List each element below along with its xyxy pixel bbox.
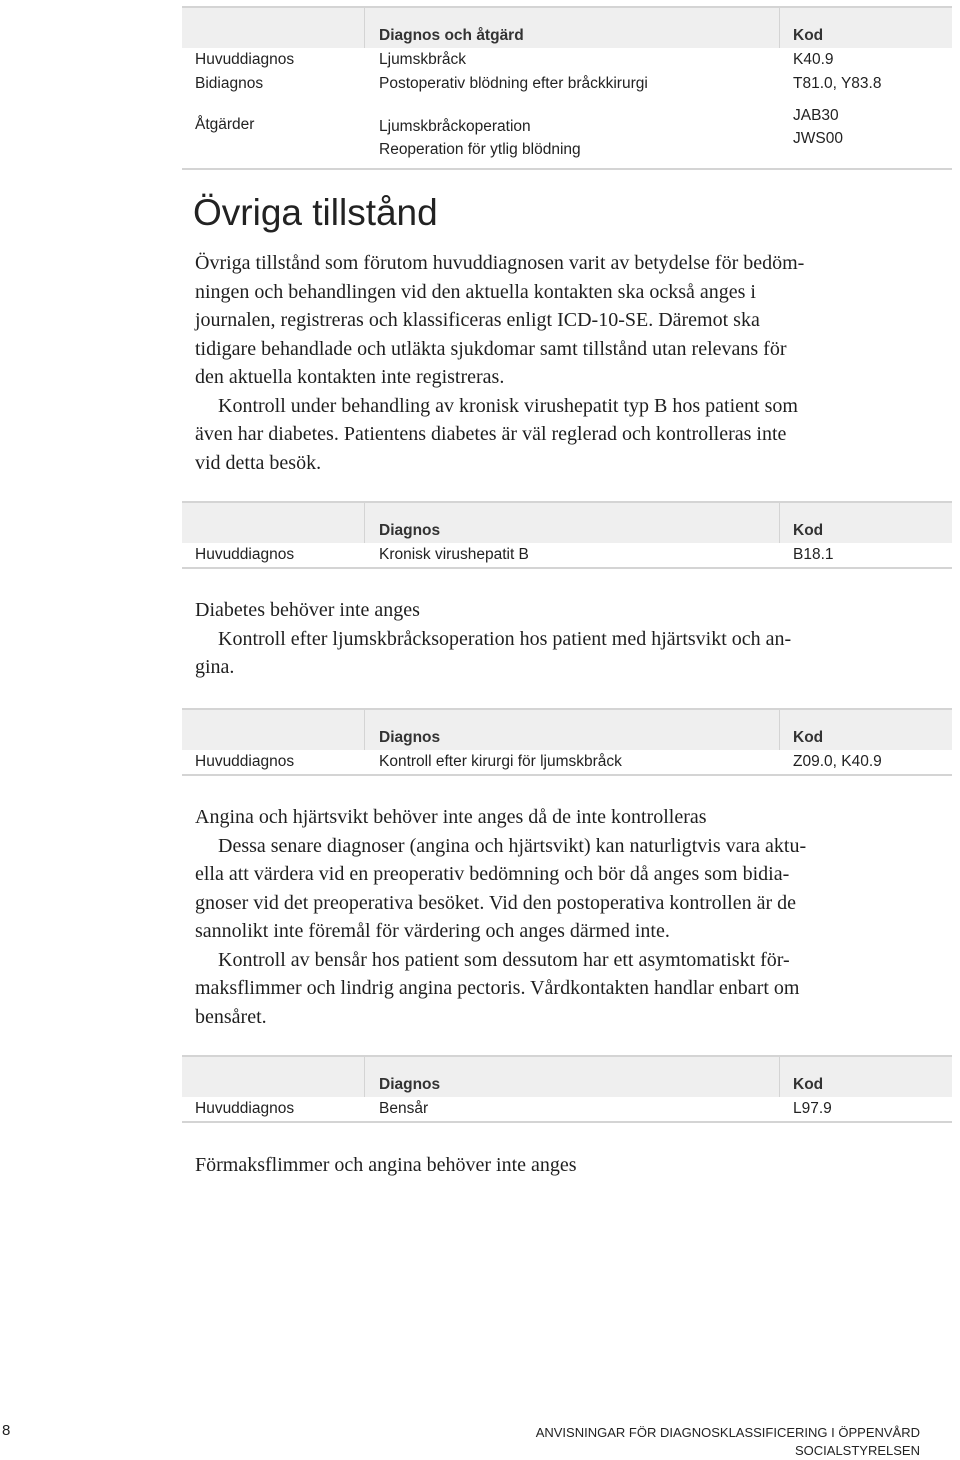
row-label: Huvuddiagnos	[195, 546, 295, 563]
text-line: tidigare behandlade och utläkta sjukdomar samt tillstånd utan relevans för	[195, 337, 787, 360]
table-row	[182, 48, 952, 72]
column-header-diagnosis-action: Diagnos och åtgärd	[379, 27, 524, 44]
text-line: journalen, registreras och klassificeras enligt ICD-10-SE. Däremot ska	[195, 309, 760, 331]
table-header	[182, 1055, 952, 1097]
row-code: T81.0, Y83.8	[793, 75, 882, 92]
text-line: Övriga tillstånd som förutom huvuddiagnosen varit av betydelse för bedöm-	[195, 252, 805, 274]
row-code: B18.1	[793, 546, 834, 563]
note-paragraph-3	[195, 1151, 915, 1180]
text-line: sannolikt inte föremål för värdering och anges därmed inte.	[195, 920, 670, 942]
text-line: ella att värdera vid en preoperativ bedömning och bör då anges som bidia-	[195, 863, 790, 885]
row-text: Kronisk virushepatit B	[379, 546, 529, 563]
table-row	[182, 543, 952, 567]
table-header	[182, 708, 952, 750]
column-header-code: Kod	[793, 522, 824, 539]
row-label: Åtgärder	[195, 116, 255, 133]
table-row	[182, 96, 952, 168]
intro-paragraph	[195, 249, 915, 477]
row-text: Ljumskbråckoperation	[379, 118, 531, 135]
column-header-diagnosis: Diagnos	[379, 1076, 441, 1093]
text-line: Kontroll under behandling av kronisk virushepatit typ B hos patient som	[218, 394, 798, 417]
row-code: Z09.0, K40.9	[793, 753, 882, 770]
row-label: Huvuddiagnos	[195, 51, 295, 68]
text-line: gnoser vid det preoperativa besöket. Vid den postoperativa kontrollen är de	[195, 891, 797, 914]
column-divider	[779, 503, 780, 543]
text-line: den aktuella kontakten inte registreras.	[195, 366, 505, 388]
row-code: JWS00	[793, 130, 843, 147]
note-line: Förmaksflimmer och angina behöver inte anges	[195, 1154, 577, 1176]
table-bottom-rule	[182, 774, 952, 776]
row-label: Bidiagnos	[195, 75, 264, 92]
text-line: maksflimmer och lindrig angina pectoris. Vårdkontakten handlar enbart om	[195, 977, 800, 999]
table-bottom-rule	[182, 567, 952, 569]
column-divider	[364, 1057, 365, 1097]
note-line: Angina och hjärtsvikt behöver inte anges då de inte kontrolleras	[195, 806, 707, 828]
row-text: Ljumskbråck	[379, 51, 466, 68]
column-divider	[779, 710, 780, 750]
row-code: K40.9	[793, 51, 834, 68]
column-divider	[779, 1057, 780, 1097]
text-line: bensåret.	[195, 1005, 267, 1028]
row-text: Kontroll efter kirurgi för ljumskbråck	[379, 753, 622, 770]
row-text: Reoperation för ytlig blödning	[379, 141, 581, 158]
column-divider	[779, 8, 780, 48]
text-line: ningen och behandlingen vid den aktuella kontakten ska också anges i	[195, 280, 756, 303]
table-header	[182, 6, 952, 48]
table-row	[182, 1097, 952, 1121]
table-bottom-rule	[182, 168, 952, 170]
row-code: L97.9	[793, 1100, 832, 1117]
footer-doc-title: ANVISNINGAR FÖR DIAGNOSKLASSIFICERING I ÖPPENVÅRD	[535, 1425, 920, 1440]
section-title: Övriga tillstånd	[193, 192, 438, 233]
text-line: Dessa senare diagnoser (angina och hjärtsvikt) kan naturligtvis vara aktu-	[218, 834, 807, 857]
row-code: JAB30	[793, 107, 839, 124]
text-line: gina.	[195, 656, 235, 678]
column-header-code: Kod	[793, 27, 824, 44]
column-header-code: Kod	[793, 729, 824, 746]
text-line: Kontroll efter ljumskbråcksoperation hos patient med hjärtsvikt och an-	[218, 627, 792, 650]
table-header	[182, 501, 952, 543]
column-divider	[364, 8, 365, 48]
diagnosis-table-1	[182, 6, 952, 170]
text-line: Kontroll av bensår hos patient som dessutom har ett asymtomatiskt för-	[218, 948, 790, 971]
table-row	[182, 750, 952, 774]
page-number: 8	[2, 1422, 11, 1439]
column-divider	[364, 710, 365, 750]
table-bottom-rule	[182, 1121, 952, 1123]
table-row	[182, 72, 952, 96]
diagnosis-table-2	[182, 501, 952, 569]
text-line: vid detta besök.	[195, 451, 322, 474]
text-line: även har diabetes. Patientens diabetes är väl reglerad och kontrolleras inte	[195, 423, 787, 445]
note-paragraph-1	[195, 596, 915, 682]
row-text: Postoperativ blödning efter bråckkirurgi	[379, 75, 648, 92]
column-header-diagnosis: Diagnos	[379, 522, 441, 539]
note-paragraph-2	[195, 803, 915, 1031]
diagnosis-table-4	[182, 1055, 952, 1123]
row-text: Bensår	[379, 1100, 429, 1117]
diagnosis-table-3	[182, 708, 952, 776]
column-divider	[364, 503, 365, 543]
note-line: Diabetes behöver inte anges	[195, 599, 420, 621]
column-header-code: Kod	[793, 1076, 824, 1093]
footer-publisher: SOCIALSTYRELSEN	[795, 1443, 920, 1458]
column-header-diagnosis: Diagnos	[379, 729, 441, 746]
row-label: Huvuddiagnos	[195, 1100, 295, 1117]
row-label: Huvuddiagnos	[195, 753, 295, 770]
